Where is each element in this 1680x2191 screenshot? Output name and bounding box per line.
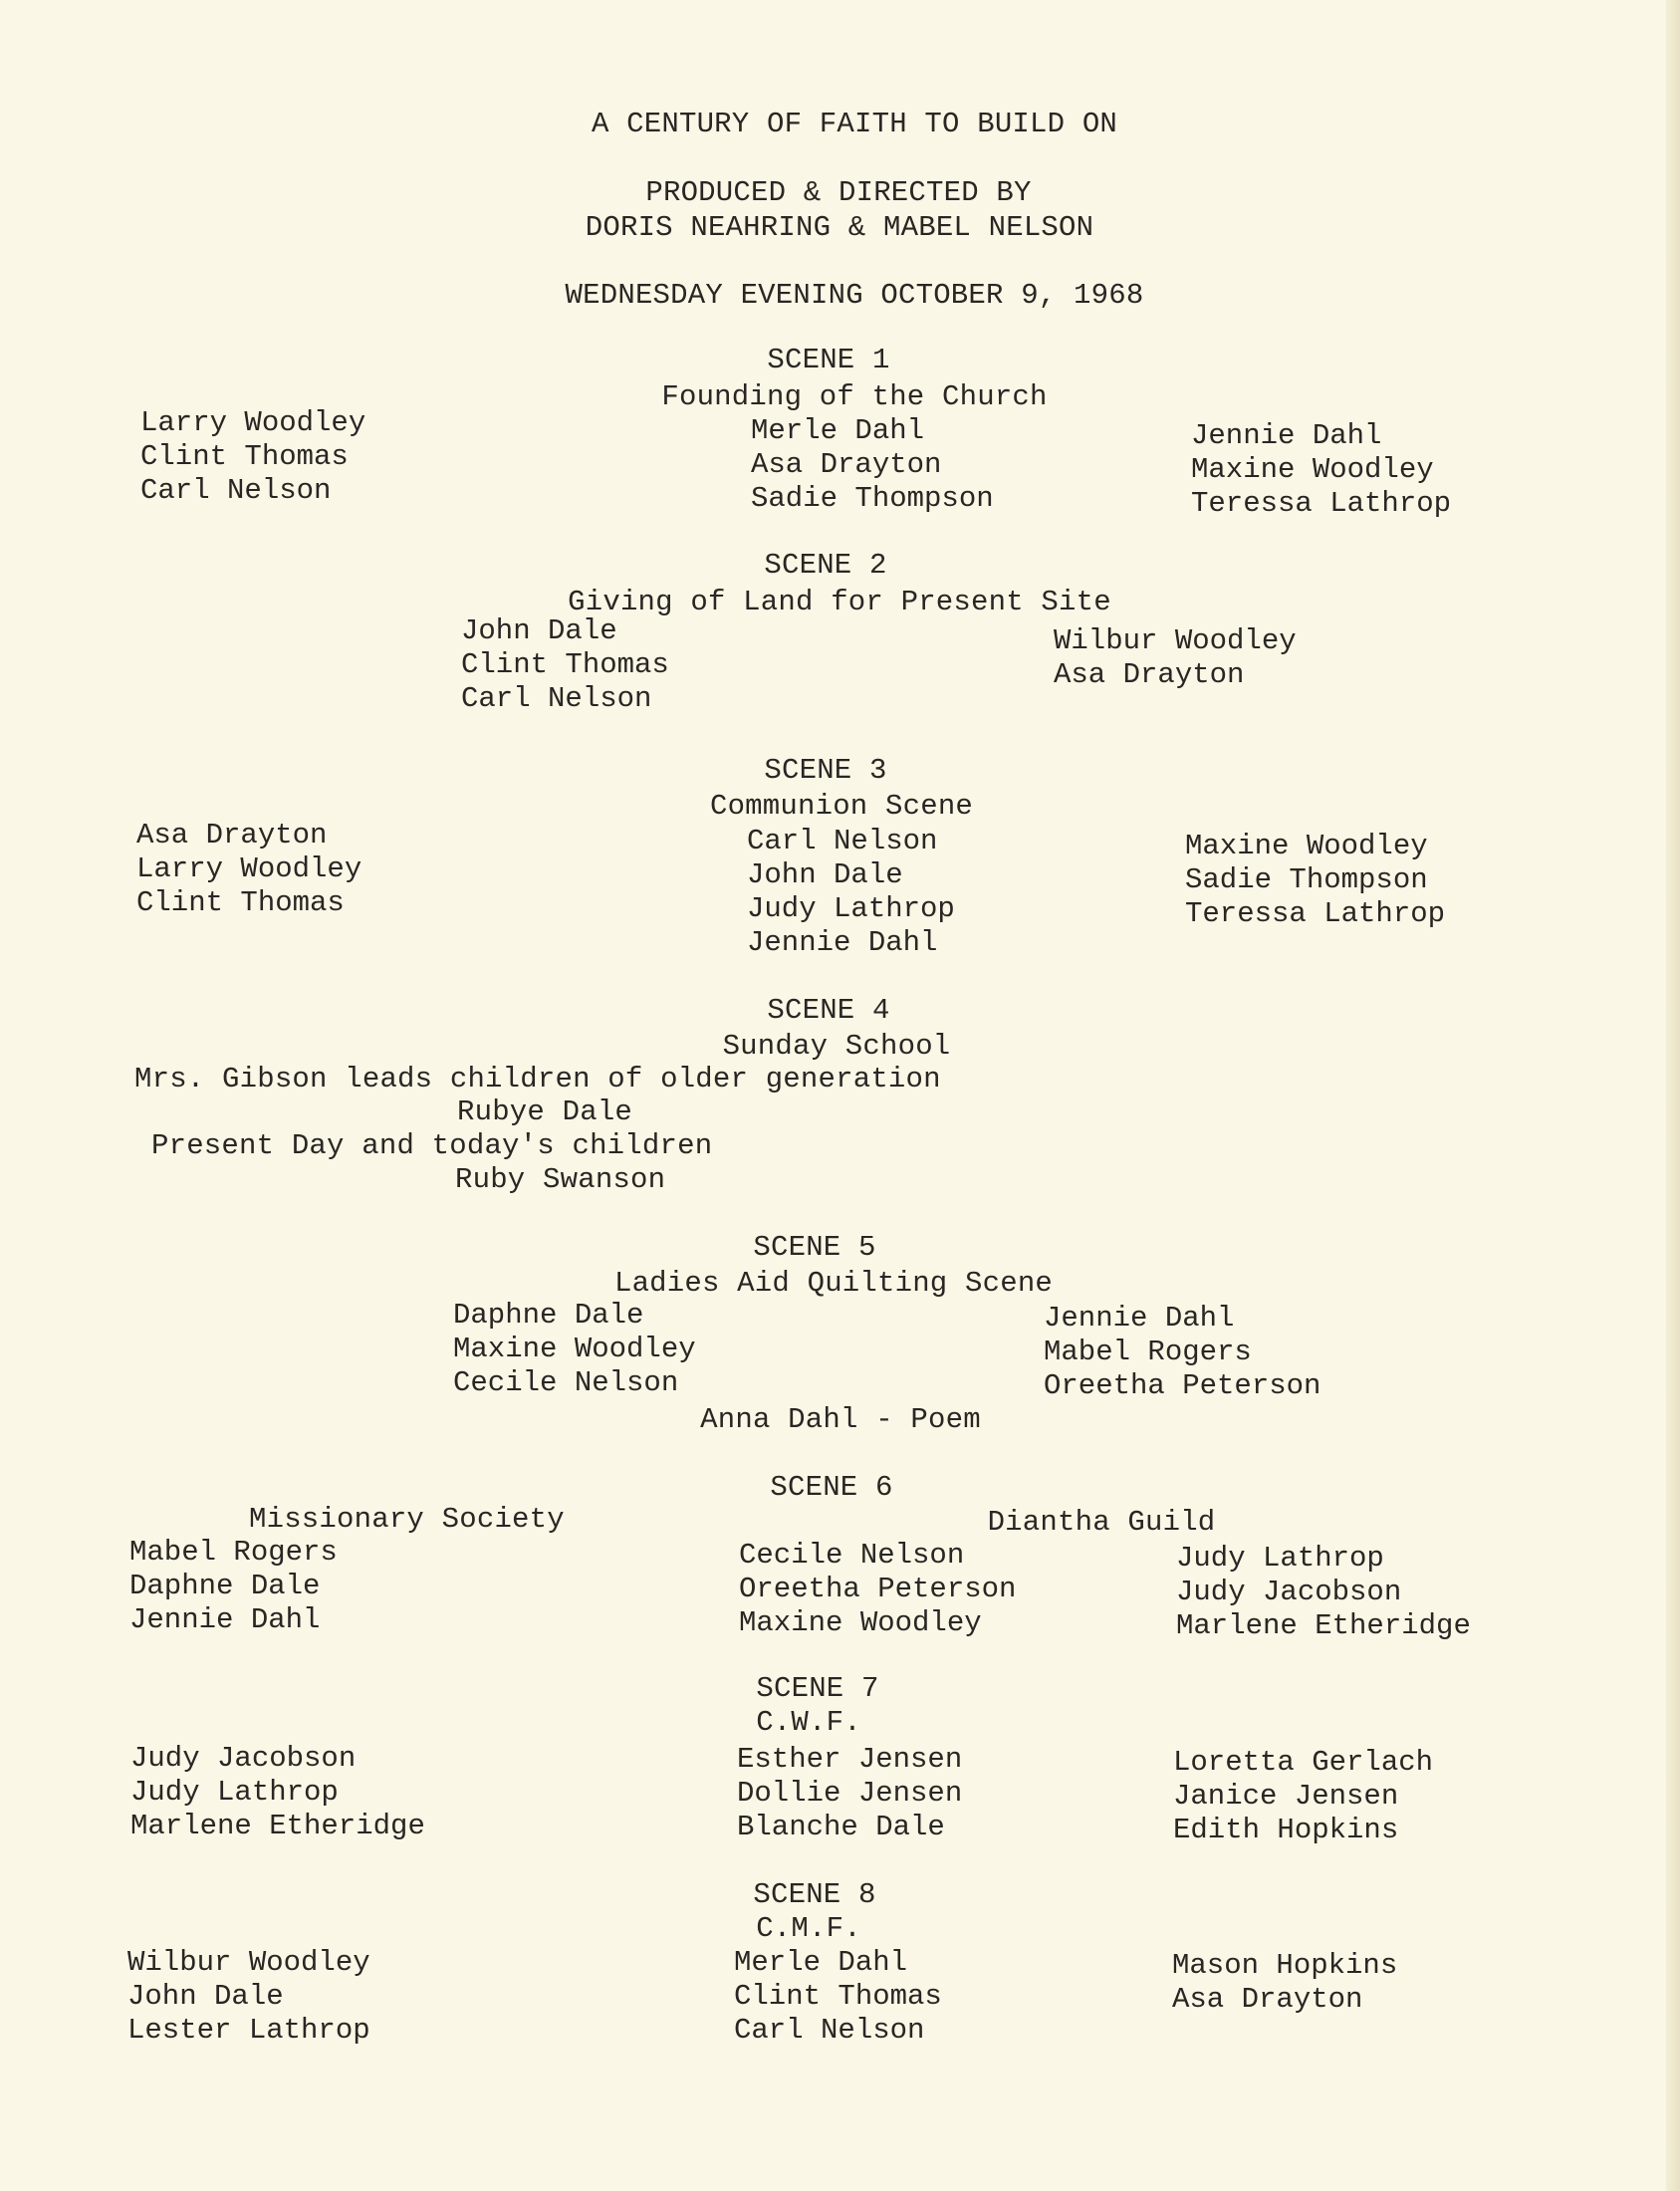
cast-member: Wilbur Woodley bbox=[1054, 624, 1297, 657]
cast-member: Sadie Thompson bbox=[751, 482, 994, 515]
cast-member: Judy Lathrop bbox=[130, 1776, 339, 1809]
cast-member: Clint Thomas bbox=[140, 440, 349, 473]
scene5-title: Ladies Aid Quilting Scene bbox=[613, 1267, 1054, 1300]
scene1-heading: SCENE 1 bbox=[767, 344, 890, 376]
cast-member: Asa Drayton bbox=[751, 448, 942, 481]
cast-member: Cecile Nelson bbox=[453, 1366, 679, 1399]
scene8-cast-left bbox=[127, 1946, 370, 2048]
scene4-leader-present: Ruby Swanson bbox=[455, 1163, 666, 1196]
cast-member: Dollie Jensen bbox=[737, 1777, 963, 1810]
cast-member: Edith Hopkins bbox=[1173, 1814, 1399, 1846]
scene1-cast-center bbox=[751, 414, 994, 516]
paper-edge bbox=[1666, 0, 1680, 2191]
scene3-cast-left bbox=[136, 819, 361, 920]
scene2-cast-left bbox=[461, 614, 669, 716]
cast-member: Merle Dahl bbox=[751, 414, 925, 447]
performance-date: WEDNESDAY EVENING OCTOBER 9, 1968 bbox=[565, 279, 1144, 312]
cast-member: Jennie Dahl bbox=[1044, 1302, 1235, 1335]
scene4-line-present-day: Present Day and today's children bbox=[151, 1129, 713, 1162]
produced-by-line: PRODUCED & DIRECTED BY bbox=[645, 176, 1032, 209]
scene3-cast-right bbox=[1185, 830, 1445, 931]
cast-member: Oreetha Peterson bbox=[739, 1573, 1017, 1605]
scene4-title: Sunday School bbox=[722, 1030, 951, 1063]
cast-member: John Dale bbox=[747, 858, 903, 891]
scene2-title: Giving of Land for Present Site bbox=[568, 586, 1111, 618]
cast-member: Daphne Dale bbox=[453, 1299, 644, 1332]
scene8-title: C.M.F. bbox=[756, 1912, 861, 1945]
scene7-cast-right bbox=[1173, 1746, 1433, 1847]
cast-member: Mabel Rogers bbox=[129, 1536, 338, 1569]
scene1-cast-right bbox=[1191, 419, 1451, 521]
scene6-guild-cast-right bbox=[1176, 1542, 1471, 1643]
cast-member: Mason Hopkins bbox=[1172, 1949, 1398, 1982]
scene8-cast-right bbox=[1172, 1949, 1397, 2017]
scene3-heading: SCENE 3 bbox=[764, 754, 887, 787]
cast-member: Judy Lathrop bbox=[1176, 1542, 1384, 1575]
cast-member: John Dale bbox=[127, 1980, 284, 2013]
scene8-heading: SCENE 8 bbox=[753, 1878, 876, 1911]
cast-member: Jennie Dahl bbox=[1191, 419, 1382, 452]
cast-member: Clint Thomas bbox=[734, 1980, 942, 2013]
scene6-guild-cast-left bbox=[739, 1539, 1016, 1640]
cast-member: Marlene Etheridge bbox=[130, 1810, 425, 1842]
scene3-title: Communion Scene bbox=[709, 790, 974, 823]
scene2-heading: SCENE 2 bbox=[764, 549, 887, 582]
scene8-cast-center bbox=[734, 1946, 942, 2048]
cast-member: Sadie Thompson bbox=[1185, 863, 1428, 896]
cast-member: Carl Nelson bbox=[140, 474, 332, 507]
cast-member: Maxine Woodley bbox=[1185, 830, 1428, 862]
program-title: A CENTURY OF FAITH TO BUILD ON bbox=[591, 108, 1118, 140]
directors-line: DORIS NEAHRING & MABEL NELSON bbox=[585, 211, 1094, 244]
cast-member: Jennie Dahl bbox=[129, 1603, 321, 1636]
cast-member: Loretta Gerlach bbox=[1173, 1746, 1434, 1779]
cast-member: Cecile Nelson bbox=[739, 1539, 965, 1572]
cast-member: Judy Jacobson bbox=[1176, 1576, 1402, 1608]
cast-member: Carl Nelson bbox=[734, 2014, 925, 2047]
scene1-cast-left bbox=[140, 406, 365, 508]
cast-member: Judy Jacobson bbox=[130, 1742, 357, 1775]
scene6-heading: SCENE 6 bbox=[770, 1471, 893, 1504]
scene3-cast-center bbox=[747, 825, 955, 960]
cast-member: Carl Nelson bbox=[461, 682, 652, 715]
scene7-cast-center bbox=[737, 1743, 962, 1844]
cast-member: Clint Thomas bbox=[461, 648, 669, 681]
cast-member: Teressa Lathrop bbox=[1191, 487, 1452, 520]
scene1-title: Founding of the Church bbox=[661, 380, 1048, 413]
scene4-line-older-generation: Mrs. Gibson leads children of older generation bbox=[134, 1063, 941, 1096]
cast-member: Jennie Dahl bbox=[747, 926, 938, 959]
cast-member: Daphne Dale bbox=[129, 1570, 321, 1602]
cast-member: Larry Woodley bbox=[136, 852, 362, 885]
cast-member: Esther Jensen bbox=[737, 1743, 963, 1776]
scene6-missionary-title: Missionary Society bbox=[249, 1503, 565, 1536]
cast-member: Maxine Woodley bbox=[453, 1333, 696, 1365]
cast-member: Mabel Rogers bbox=[1044, 1336, 1252, 1368]
scene4-leader-older: Rubye Dale bbox=[457, 1096, 633, 1128]
cast-member: Teressa Lathrop bbox=[1185, 897, 1446, 930]
cast-member: Maxine Woodley bbox=[1191, 453, 1434, 486]
scene6-guild-title: Diantha Guild bbox=[987, 1506, 1216, 1539]
scene6-missionary-cast bbox=[129, 1536, 338, 1637]
cast-member: Carl Nelson bbox=[747, 825, 938, 857]
cast-member: Janice Jensen bbox=[1173, 1780, 1399, 1813]
cast-member: Blanche Dale bbox=[737, 1811, 945, 1843]
scene5-cast-left bbox=[453, 1299, 696, 1400]
scene2-cast-right bbox=[1054, 624, 1297, 692]
scene5-heading: SCENE 5 bbox=[753, 1231, 876, 1264]
cast-member: Maxine Woodley bbox=[739, 1606, 982, 1639]
scene4-heading: SCENE 4 bbox=[767, 994, 890, 1027]
scene7-heading: SCENE 7 bbox=[756, 1672, 879, 1705]
cast-member: Merle Dahl bbox=[734, 1946, 908, 1979]
cast-member: John Dale bbox=[461, 614, 617, 647]
cast-member: Judy Lathrop bbox=[747, 892, 955, 925]
cast-member: Asa Drayton bbox=[1054, 658, 1245, 691]
cast-member: Asa Drayton bbox=[136, 819, 328, 852]
cast-member: Marlene Etheridge bbox=[1176, 1609, 1471, 1642]
cast-member: Larry Woodley bbox=[140, 406, 366, 439]
cast-member: Asa Drayton bbox=[1172, 1983, 1363, 2016]
scene7-title: C.W.F. bbox=[756, 1706, 861, 1739]
cast-member: Lester Lathrop bbox=[127, 2014, 370, 2047]
scene5-cast-right bbox=[1044, 1302, 1320, 1403]
cast-member: Clint Thomas bbox=[136, 886, 345, 919]
scene5-poem: Anna Dahl - Poem bbox=[700, 1403, 981, 1436]
cast-member: Oreetha Peterson bbox=[1044, 1369, 1321, 1402]
cast-member: Wilbur Woodley bbox=[127, 1946, 370, 1979]
scene7-cast-left bbox=[130, 1742, 425, 1843]
